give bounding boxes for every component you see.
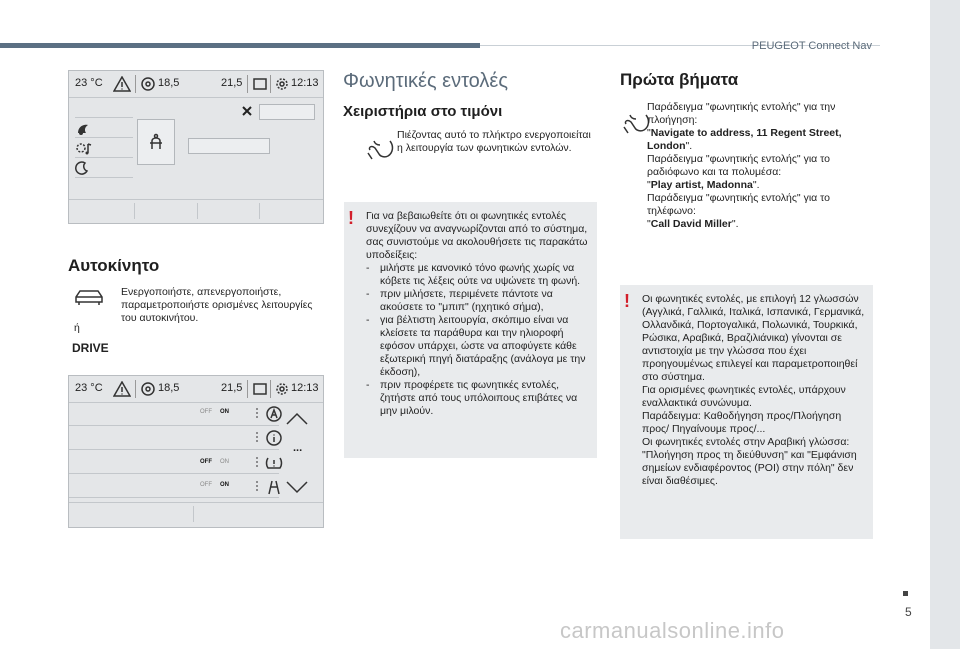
right-temperature: 21,5 (221, 77, 243, 89)
note-list: - μιλήστε με κανονικό τόνο φωνής χωρίς να κόβετε τις λέξεις ούτε να υψώνετε τη φωνή. - πριν μιλήσετε, περιμένετε πάντοτε να ακούσετε το "μπιπ" (ηχητικό σήμα), - για βέλτιστη λειτουργία, σκόπιμο είναι να κλείσετε τα παράθυρα και την ηλιοροφή εφόσον υπάρχει, ώστε να αποφύγετε κάθε εξωτερική πηγή διατάραξης (ανάλογα με την έκδοση), - πριν προφέρετε τις φωνητικές εντολές, ζητήστε από τους υπόλοιπους επιβάτες να μην μιλούν. (366, 262, 592, 418)
steering-controls-heading: Χειριστήρια στο τιμόνι (343, 103, 503, 120)
media-example: Παράδειγμα "φωνητικής εντολής" για το ραδιόφωνο και τα πολυμέσα: (647, 153, 830, 178)
phone-command: Call David Miller (650, 218, 732, 230)
drive-tile[interactable] (137, 119, 175, 165)
vehicle-function-icon[interactable] (75, 121, 91, 137)
navigation-icon (141, 382, 155, 396)
languages-note (620, 285, 873, 539)
function-toggle-3[interactable]: OFF ON (200, 482, 229, 488)
phone-icon (252, 382, 268, 396)
function-toggle-2[interactable]: OFF ON (200, 459, 229, 465)
note-item: πριν προφέρετε τις φωνητικές εντολές, ζητήστε από τους υπόλοιπους επιβάτες να μην μιλούν. (380, 379, 578, 417)
more-options[interactable]: ... (293, 442, 303, 454)
clock: 12:13 (291, 382, 319, 394)
driving-functions-screen-illustration (68, 375, 324, 528)
outside-temperature: 23 °C (75, 77, 103, 89)
vehicle-heading: Αυτοκίνητο (68, 256, 160, 275)
left-temperature: 18,5 (158, 382, 180, 394)
side-strip (930, 0, 960, 649)
settings-icon (274, 381, 290, 397)
lane-assist-icon (255, 478, 283, 496)
status-bar (69, 71, 323, 97)
settings-icon (274, 76, 290, 92)
note-item: μιλήστε με κανονικό τόνο φωνής χωρίς να κόβετε τις λέξεις ούτε να υψώνετε τη φωνή. (380, 262, 581, 287)
outside-temperature: 23 °C (75, 382, 103, 394)
vehicle-description: Ενεργοποιήστε, απενεργοποιήστε, παραμετροποιήστε ορισμένες λειτουργίες του αυτοκινήτου. (121, 286, 313, 324)
note-item: για βέλτιστη λειτουργία, σκόπιμο είναι να κλείσετε τα παράθυρα και την ηλιοροφή εφόσον υπάρχει, ώστε να αποφύγετε κάθε εξωτερική πηγή διατάραξης (ανάλογα με την έκδοση), (380, 314, 586, 378)
night-mode-icon[interactable] (75, 161, 89, 175)
clock: 12:13 (291, 77, 319, 89)
page-number: 5 (905, 605, 912, 619)
navigation-command: Navigate to address, 11 Regent Street, London (647, 127, 842, 152)
page-marker (903, 591, 908, 596)
left-temperature: 18,5 (158, 77, 180, 89)
voice-commands-title: Φωνητικές εντολές (343, 70, 508, 92)
car-icon (74, 287, 104, 309)
note-intro: Για να βεβαιωθείτε ότι οι φωνητικές εντολές συνεχίζουν να αναγνωρίζονται από το σύστημα, σας συνιστούμε να ακολουθήσετε τις παρακάτω υποδείξεις: (366, 210, 588, 261)
phone-example: Παράδειγμα "φωνητικής εντολής" για το τηλέφωνο: (647, 192, 830, 217)
function-toggle-1[interactable]: OFF ON (200, 409, 229, 415)
seat-icon (147, 133, 165, 151)
page-header-title: PEUGEOT Connect Nav (751, 40, 872, 52)
driver-assist-icon (255, 405, 283, 423)
tyre-warning-icon (255, 454, 283, 472)
steering-description: Πιέζοντας αυτό το πλήκτρο ενεργοποιείται η λειτουργία των φωνητικών εντολών. (397, 129, 591, 154)
right-temperature: 21,5 (221, 382, 243, 394)
warning-mark-icon: ! (348, 208, 354, 228)
note-item: πριν μιλήσετε, περιμένετε πάντοτε να ακούσετε το "μπιπ" (ηχητικό σήμα), (380, 288, 553, 313)
voice-tips-note (344, 202, 597, 458)
phone-icon (252, 77, 268, 91)
media-command: Play artist, Madonna (650, 179, 753, 191)
warning-mark-icon: ! (624, 291, 630, 311)
scroll-down-icon[interactable] (285, 480, 309, 494)
settings-music-icon[interactable] (75, 141, 93, 157)
first-steps-heading: Πρώτα βήματα (620, 70, 739, 89)
status-bar (69, 376, 323, 402)
info-icon (255, 429, 283, 447)
languages-note-text: Οι φωνητικές εντολές, με επιλογή 12 γλωσσών (Αγγλικά, Γαλλικά, Ιταλικά, Ισπανικά, Γερμανικά, Ολλανδικά, Πορτογαλικά, Πολωνικά, Τουρκικά, Ρώσικα, Αραβικά, Βραζιλιάνικα) γίνονται σε αντιστοιχία με την γλώσσα που έχει προηγουμένως επιλεγεί και παραμετροποιηθεί στο σύστημα. Για ορισμένες φωνητικές εντολές, υπάρχουν εναλλακτικά συνώνυμα. Παράδειγμα: Καθοδήγηση προς/Πλοήγηση προς/ Πηγαίνουμε προς/... Οι φωνητικές εντολές στην Αραβική γλώσσα: "Πλοήγηση προς τη διεύθυνση" και "Εμφάνιση σημείων ενδιαφέροντος (POI) στην πόλη" δεν είναι διαθέσιμες. (642, 293, 865, 487)
watermark: carmanualsonline.info (560, 618, 785, 643)
voice-command-icon (366, 138, 398, 164)
warning-icon (113, 76, 131, 92)
close-icon[interactable] (241, 105, 253, 117)
first-steps-examples: Παράδειγμα "φωνητικής εντολής" για την πλοήγηση: "Navigate to address, 11 Regent Street, London". Παράδειγμα "φωνητικής εντολής" για το ραδιόφωνο και τα πολυμέσα: "Play artist, Madonna". Παράδειγμα "φωνητικής εντολής" για το τηλέφωνο: "Call David Miller". (647, 101, 872, 231)
vehicle-screen-illustration (68, 70, 324, 224)
scroll-up-icon[interactable] (285, 412, 309, 426)
navigation-icon (141, 77, 155, 91)
drive-button-label: DRIVE (72, 341, 109, 355)
header-rule (0, 43, 480, 48)
navigation-example: Παράδειγμα "φωνητικής εντολής" για την πλοήγηση: (647, 101, 836, 126)
warning-icon (113, 381, 131, 397)
or-text: ή (74, 322, 80, 334)
